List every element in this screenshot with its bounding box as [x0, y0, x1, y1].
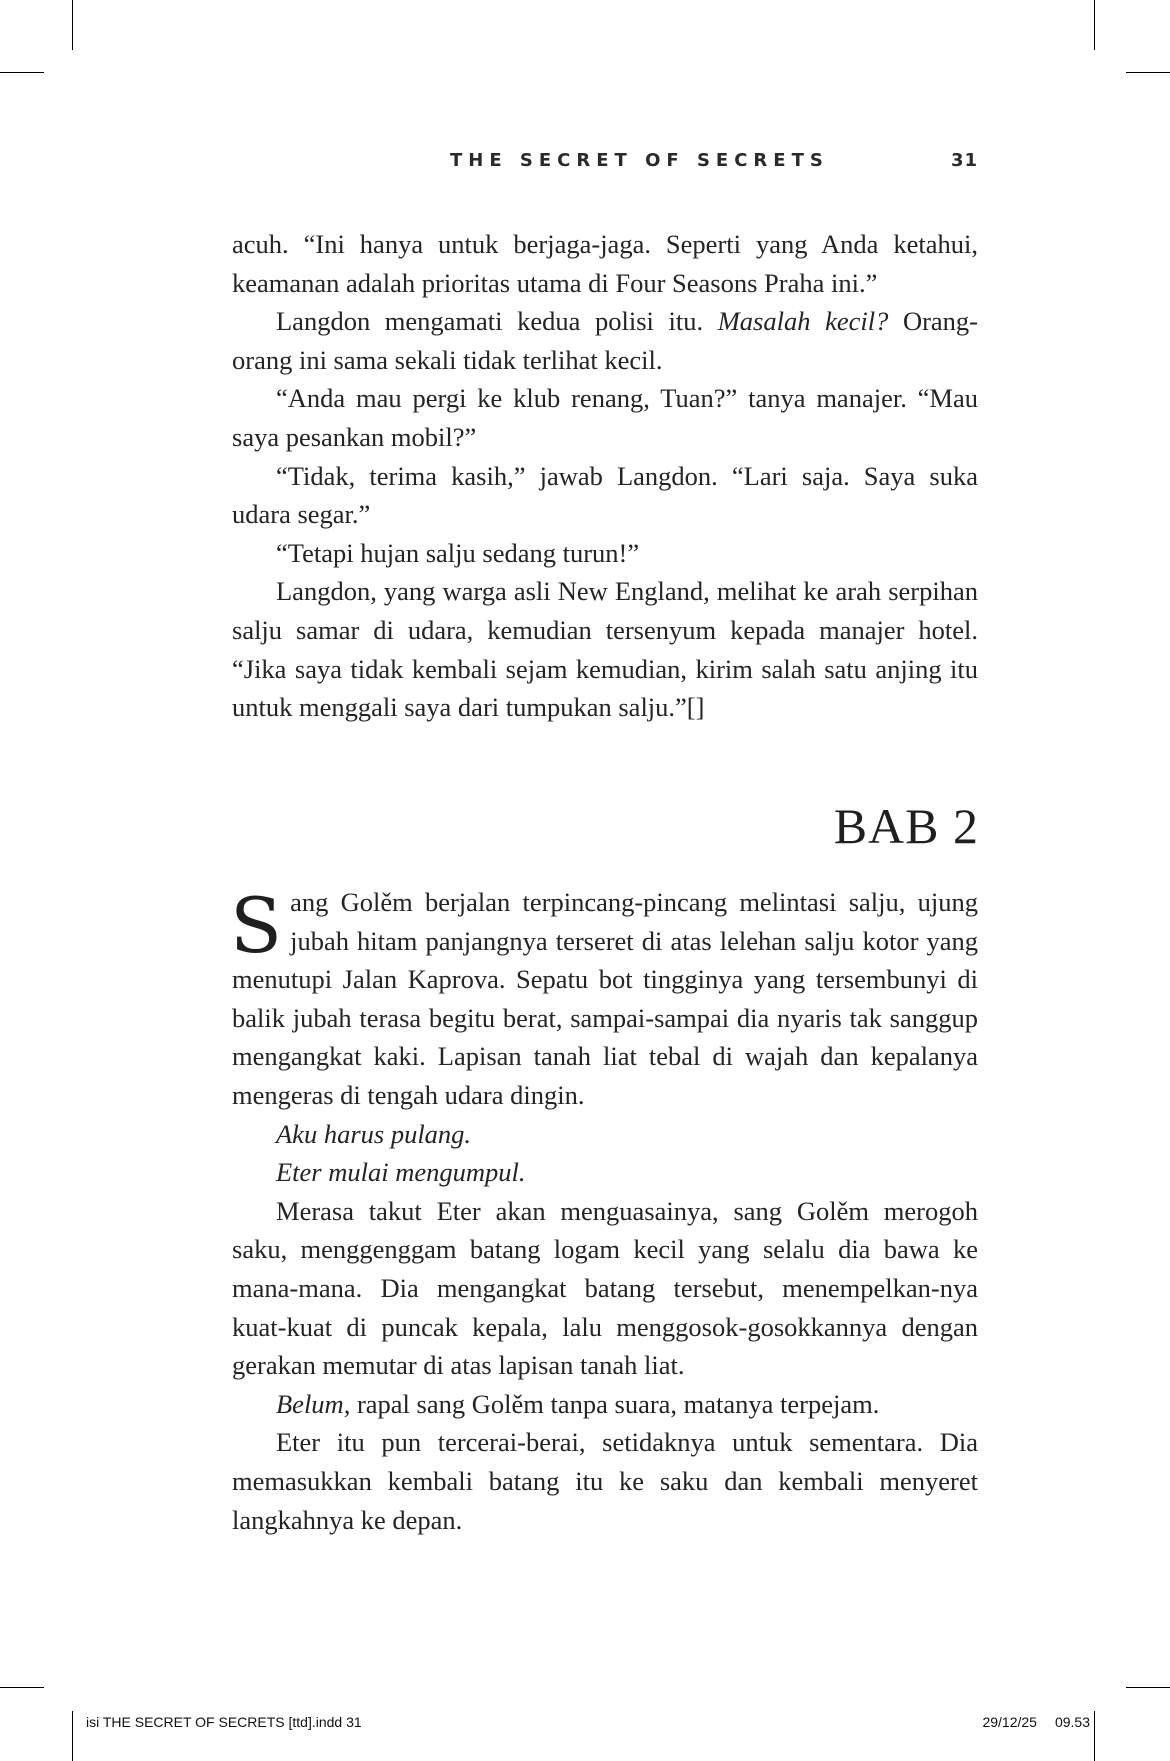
slug-date: 29/12/25 [982, 1714, 1037, 1730]
paragraph: Merasa takut Eter akan menguasainya, sang Golěm merogoh saku, menggenggam batang logam kecil yang selalu dia bawa ke mana-mana. Dia mengangkat batang tersebut, menempelkan-nya kuat-kuat di puncak kepala, lalu menggosok-gosokkannya dengan gerakan memutar di atas lapisan tanah liat. [232, 1195, 978, 1381]
paragraph: acuh. “Ini hanya untuk berjaga-jaga. Seperti yang Anda ketahui, keamanan adalah prioritas utama di Four Seasons Praha ini.” [232, 229, 978, 298]
paragraph [232, 302, 978, 379]
chapter-title: BAB 2 [833, 798, 979, 854]
paragraph [232, 1153, 978, 1192]
paragraph: “Anda mau pergi ke klub renang, Tuan?” tanya manajer. “Mau saya pesankan mobil?” [232, 383, 978, 452]
paragraph: “Tidak, terima kasih,” jawab Langdon. “Lari saja. Saya suka udara segar.” [232, 460, 978, 530]
page-number: 31 [950, 150, 978, 171]
crop-mark [1126, 72, 1170, 73]
book-title: THE SECRET OF SECRETS [450, 150, 829, 171]
slug-time: 09.53 [1054, 1714, 1090, 1730]
drop-cap: S [230, 881, 283, 970]
paragraph [232, 883, 978, 1115]
running-head [232, 150, 978, 171]
italic-text: Belum, [276, 1388, 351, 1419]
text-block-chapter [232, 883, 978, 1539]
crop-mark [0, 1687, 44, 1688]
crop-mark [1094, 0, 1095, 50]
slug-timestamp [982, 1714, 1090, 1730]
crop-mark [1126, 1687, 1170, 1688]
slug-file-name: isi THE SECRET OF SECRETS [ttd].indd 31 [86, 1714, 362, 1730]
crop-mark [0, 72, 44, 73]
text-run: ang Golěm berjalan terpincang-pincang melintasi salju, ujung jubah hitam panjangnya terseret di atas lelehan salju kotor yang menutupi Jalan Kaprova. Sepatu bot tingginya yang tersembunyi di balik jubah terasa begitu berat, sampai-sampai dia nyaris tak sanggup mengangkat kaki. Lapisan tanah liat tebal di wajah dan kepalanya mengeras di tengah udara dingin. [232, 887, 978, 1110]
crop-mark [1094, 1711, 1095, 1761]
crop-mark [72, 0, 73, 50]
italic-text: Aku harus pulang. [276, 1118, 472, 1149]
text-run: Langdon mengamati kedua polisi itu. [276, 306, 718, 337]
paragraph [232, 1115, 978, 1154]
text-run: Orang-orang ini sama sekali tidak terlihat kecil. [232, 306, 978, 375]
paragraph: Eter itu pun tercerai-berai, setidaknya untuk sementara. Dia memasukkan kembali batang itu ke saku dan kembali menyeret langkahnya ke depan. [232, 1427, 978, 1535]
paragraph: “Tetapi hujan salju sedang turun!” [276, 537, 640, 568]
text-run: rapal sang Golěm tanpa suara, matanya terpejam. [350, 1388, 880, 1419]
paragraph [232, 1385, 978, 1424]
paragraph: Langdon, yang warga asli New England, melihat ke arah serpihan salju samar di udara, kemudian tersenyum kepada manajer hotel. “Jika saya tidak kembali sejam kemudian, kirim salah satu anjing itu untuk menggali saya dari tumpukan salju.”[] [232, 576, 978, 723]
text-block-top [232, 225, 978, 727]
italic-text: Eter mulai mengumpul. [276, 1157, 526, 1188]
italic-text: Masalah kecil? [717, 306, 889, 337]
crop-mark [72, 1711, 73, 1761]
